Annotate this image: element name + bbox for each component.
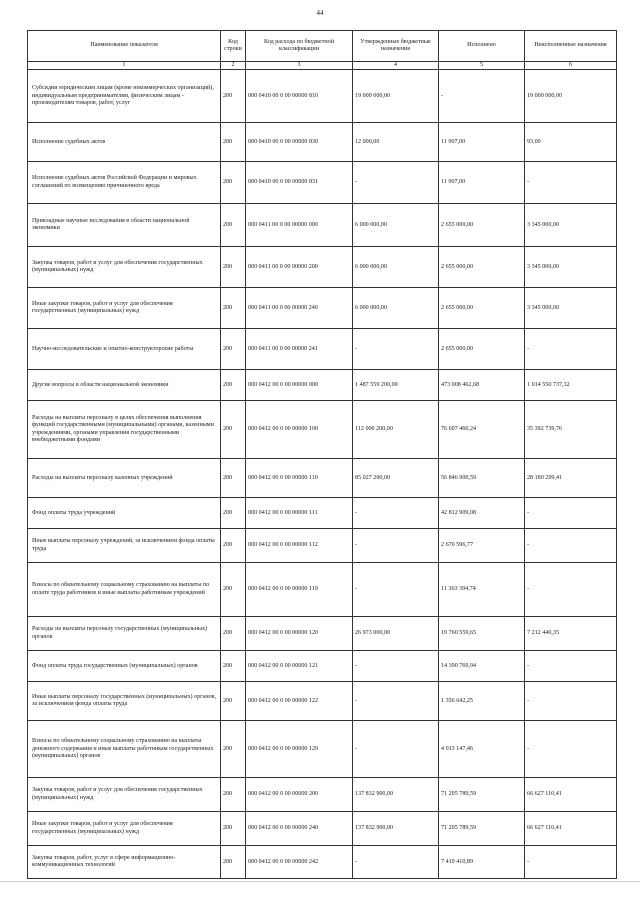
- row-executed-value: -: [439, 70, 525, 123]
- header-line-code: Код строки: [221, 31, 246, 62]
- table-row: [28, 778, 617, 812]
- row-executed-value: 71 205 789,59: [439, 778, 525, 812]
- budget-execution-table: [27, 30, 617, 879]
- row-approved-value: -: [353, 682, 439, 721]
- row-unexecuted-value: -: [525, 651, 617, 682]
- row-indicator-name: Расходы на выплаты персоналу государственных (муниципальных) органов: [28, 617, 221, 651]
- row-budget-classification-code: 000 0410 00 0 00 00000 831: [246, 162, 353, 204]
- row-executed-value: 2 655 000,00: [439, 204, 525, 247]
- row-line-code: 200: [221, 123, 246, 162]
- row-approved-value: -: [353, 651, 439, 682]
- row-line-code: 200: [221, 498, 246, 529]
- table-row: [28, 846, 617, 879]
- row-approved-value: -: [353, 846, 439, 879]
- row-line-code: 200: [221, 617, 246, 651]
- table-row: [28, 162, 617, 204]
- row-unexecuted-value: 66 627 110,41: [525, 812, 617, 846]
- row-budget-classification-code: 000 0412 00 0 00 00000 242: [246, 846, 353, 879]
- row-executed-value: 1 356 642,25: [439, 682, 525, 721]
- row-executed-value: 11 907,00: [439, 123, 525, 162]
- row-approved-value: -: [353, 162, 439, 204]
- row-indicator-name: Закупка товаров, работ, услуг в сфере информационно-коммуникационных технологий: [28, 846, 221, 879]
- row-unexecuted-value: -: [525, 563, 617, 617]
- column-number: 1: [28, 62, 221, 70]
- row-unexecuted-value: 1 014 550 737,32: [525, 370, 617, 401]
- header-approved-appropriations: Утвержденные бюджетные назначения: [353, 31, 439, 62]
- row-budget-classification-code: 000 0412 00 0 00 00000 111: [246, 498, 353, 529]
- header-budget-classification-code: Код расхода по бюджетной классификации: [246, 31, 353, 62]
- row-line-code: 200: [221, 682, 246, 721]
- row-executed-value: 14 390 769,94: [439, 651, 525, 682]
- table-row: [28, 459, 617, 498]
- row-executed-value: 42 812 909,08: [439, 498, 525, 529]
- page-number: 44: [316, 9, 324, 17]
- row-budget-classification-code: 000 0412 00 0 00 00000 122: [246, 682, 353, 721]
- table-row: [28, 617, 617, 651]
- table-row: [28, 288, 617, 329]
- column-number-row: [28, 62, 617, 70]
- table-row: [28, 329, 617, 370]
- column-number: 5: [439, 62, 525, 70]
- row-approved-value: 26 973 000,00: [353, 617, 439, 651]
- row-approved-value: -: [353, 329, 439, 370]
- row-approved-value: -: [353, 498, 439, 529]
- row-indicator-name: Фонд оплаты труда учреждений: [28, 498, 221, 529]
- row-approved-value: -: [353, 721, 439, 778]
- row-indicator-name: Иные выплаты персоналу учреждений, за исключением фонда оплаты труда: [28, 529, 221, 563]
- row-line-code: 200: [221, 459, 246, 498]
- table-row: [28, 123, 617, 162]
- row-budget-classification-code: 000 0412 00 0 00 00000 000: [246, 370, 353, 401]
- row-line-code: 200: [221, 846, 246, 879]
- row-budget-classification-code: 000 0412 00 0 00 00000 110: [246, 459, 353, 498]
- row-unexecuted-value: 93,00: [525, 123, 617, 162]
- table-row: [28, 529, 617, 563]
- row-budget-classification-code: 000 0410 00 0 00 00000 810: [246, 70, 353, 123]
- row-line-code: 200: [221, 778, 246, 812]
- row-unexecuted-value: -: [525, 329, 617, 370]
- header-unexecuted-appropriations: Неисполненные назначения: [525, 31, 617, 62]
- row-indicator-name: Взносы по обязательному социальному страхованию на выплаты денежного содержания и иные выплаты работникам государственных (муниципальных) органов: [28, 721, 221, 778]
- row-approved-value: 6 000 000,00: [353, 288, 439, 329]
- row-approved-value: 12 000,00: [353, 123, 439, 162]
- row-indicator-name: Взносы по обязательному социальному страхованию на выплаты по оплате труда работников и иные выплаты работникам учреждений: [28, 563, 221, 617]
- row-budget-classification-code: 000 0412 00 0 00 00000 121: [246, 651, 353, 682]
- row-executed-value: 2 655 000,00: [439, 329, 525, 370]
- row-line-code: 200: [221, 529, 246, 563]
- header-indicator-name: Наименование показателя: [28, 31, 221, 62]
- row-executed-value: 71 205 789,59: [439, 812, 525, 846]
- row-indicator-name: Закупка товаров, работ и услуг для обеспечения государственных (муниципальных) нужд: [28, 778, 221, 812]
- row-executed-value: 56 846 900,59: [439, 459, 525, 498]
- row-line-code: 200: [221, 721, 246, 778]
- row-indicator-name: Другие вопросы в области национальной экономики: [28, 370, 221, 401]
- row-budget-classification-code: 000 0411 00 0 00 00000 200: [246, 247, 353, 288]
- table-row: [28, 70, 617, 123]
- row-line-code: 200: [221, 288, 246, 329]
- row-unexecuted-value: -: [525, 721, 617, 778]
- header-executed: Исполнено: [439, 31, 525, 62]
- row-line-code: 200: [221, 370, 246, 401]
- row-budget-classification-code: 000 0412 00 0 00 00000 112: [246, 529, 353, 563]
- row-executed-value: 11 363 394,74: [439, 563, 525, 617]
- table-row: [28, 498, 617, 529]
- row-line-code: 200: [221, 204, 246, 247]
- row-indicator-name: Иные закупки товаров, работ и услуг для обеспечения государственных (муниципальных) нужд: [28, 288, 221, 329]
- row-approved-value: 1 487 559 200,00: [353, 370, 439, 401]
- row-indicator-name: Фонд оплаты труда государственных (муниципальных) органов: [28, 651, 221, 682]
- row-executed-value: 7 419 410,89: [439, 846, 525, 879]
- table-row: [28, 247, 617, 288]
- row-line-code: 200: [221, 812, 246, 846]
- row-budget-classification-code: 000 0411 00 0 00 00000 240: [246, 288, 353, 329]
- row-unexecuted-value: 3 345 000,00: [525, 288, 617, 329]
- row-indicator-name: Иные выплаты персоналу государственных (муниципальных) органов, за исключением фонда оплаты труда: [28, 682, 221, 721]
- row-unexecuted-value: 19 000 000,00: [525, 70, 617, 123]
- table-row: [28, 682, 617, 721]
- table-header-row: [28, 31, 617, 62]
- row-budget-classification-code: 000 0412 00 0 00 00000 100: [246, 401, 353, 459]
- row-approved-value: 6 000 000,00: [353, 247, 439, 288]
- row-line-code: 200: [221, 247, 246, 288]
- row-approved-value: -: [353, 529, 439, 563]
- row-indicator-name: Иные закупки товаров, работ и услуг для обеспечения государственных (муниципальных) нужд: [28, 812, 221, 846]
- column-number: 6: [525, 62, 617, 70]
- row-executed-value: 2 670 596,77: [439, 529, 525, 563]
- row-unexecuted-value: -: [525, 498, 617, 529]
- row-unexecuted-value: 28 180 299,41: [525, 459, 617, 498]
- table-row: [28, 651, 617, 682]
- row-executed-value: 76 607 460,24: [439, 401, 525, 459]
- row-budget-classification-code: 000 0411 00 0 00 00000 000: [246, 204, 353, 247]
- row-indicator-name: Исполнение судебных актов Российской Федерации и мировых соглашений по возмещению причиненного вреда: [28, 162, 221, 204]
- table-row: [28, 812, 617, 846]
- column-number: 2: [221, 62, 246, 70]
- row-unexecuted-value: 7 212 440,35: [525, 617, 617, 651]
- row-unexecuted-value: -: [525, 682, 617, 721]
- row-unexecuted-value: -: [525, 162, 617, 204]
- row-executed-value: 4 013 147,46: [439, 721, 525, 778]
- row-line-code: 200: [221, 70, 246, 123]
- row-unexecuted-value: 35 392 739,76: [525, 401, 617, 459]
- row-approved-value: -: [353, 563, 439, 617]
- row-line-code: 200: [221, 563, 246, 617]
- row-unexecuted-value: 3 345 000,00: [525, 247, 617, 288]
- row-indicator-name: Расходы на выплаты персоналу казенных учреждений: [28, 459, 221, 498]
- row-approved-value: 19 000 000,00: [353, 70, 439, 123]
- row-line-code: 200: [221, 329, 246, 370]
- row-approved-value: 85 027 200,00: [353, 459, 439, 498]
- row-approved-value: 137 832 900,00: [353, 812, 439, 846]
- row-unexecuted-value: -: [525, 529, 617, 563]
- row-line-code: 200: [221, 162, 246, 204]
- row-approved-value: 112 000 200,00: [353, 401, 439, 459]
- row-executed-value: 2 655 000,00: [439, 247, 525, 288]
- table-row: [28, 721, 617, 778]
- row-line-code: 200: [221, 401, 246, 459]
- column-number: 4: [353, 62, 439, 70]
- row-indicator-name: Расходы на выплаты персоналу в целях обеспечения выполнения функций государственными (муниципальными) органами, казенными учреждениями, органами управления государственными внебюджетными фондами: [28, 401, 221, 459]
- row-executed-value: 19 760 559,65: [439, 617, 525, 651]
- row-line-code: 200: [221, 651, 246, 682]
- page-bottom-divider: [0, 881, 640, 882]
- row-budget-classification-code: 000 0412 00 0 00 00000 120: [246, 617, 353, 651]
- row-indicator-name: Прикладные научные исследования в области национальной экономики: [28, 204, 221, 247]
- row-budget-classification-code: 000 0412 00 0 00 00000 129: [246, 721, 353, 778]
- row-executed-value: 11 907,00: [439, 162, 525, 204]
- row-approved-value: 137 832 900,00: [353, 778, 439, 812]
- row-budget-classification-code: 000 0412 00 0 00 00000 240: [246, 812, 353, 846]
- row-budget-classification-code: 000 0412 00 0 00 00000 119: [246, 563, 353, 617]
- row-approved-value: 6 000 000,00: [353, 204, 439, 247]
- column-number: 3: [246, 62, 353, 70]
- table-row: [28, 204, 617, 247]
- row-indicator-name: Исполнение судебных актов: [28, 123, 221, 162]
- table-body: [28, 70, 617, 879]
- table-row: [28, 370, 617, 401]
- row-budget-classification-code: 000 0412 00 0 00 00000 200: [246, 778, 353, 812]
- row-executed-value: 473 008 462,68: [439, 370, 525, 401]
- row-indicator-name: Закупка товаров, работ и услуг для обеспечения государственных (муниципальных) нужд: [28, 247, 221, 288]
- table-row: [28, 401, 617, 459]
- row-indicator-name: Субсидии юридическим лицам (кроме некоммерческих организаций), индивидуальным предпринимателям, физическим лицам - производителям товаров, работ, услуг: [28, 70, 221, 123]
- row-unexecuted-value: 3 345 000,00: [525, 204, 617, 247]
- row-budget-classification-code: 000 0410 00 0 00 00000 830: [246, 123, 353, 162]
- table-row: [28, 563, 617, 617]
- row-indicator-name: Научно-исследовательские и опытно-конструкторские работы: [28, 329, 221, 370]
- row-executed-value: 2 655 000,00: [439, 288, 525, 329]
- row-unexecuted-value: 66 627 110,41: [525, 778, 617, 812]
- row-budget-classification-code: 000 0411 00 0 00 00000 241: [246, 329, 353, 370]
- row-unexecuted-value: -: [525, 846, 617, 879]
